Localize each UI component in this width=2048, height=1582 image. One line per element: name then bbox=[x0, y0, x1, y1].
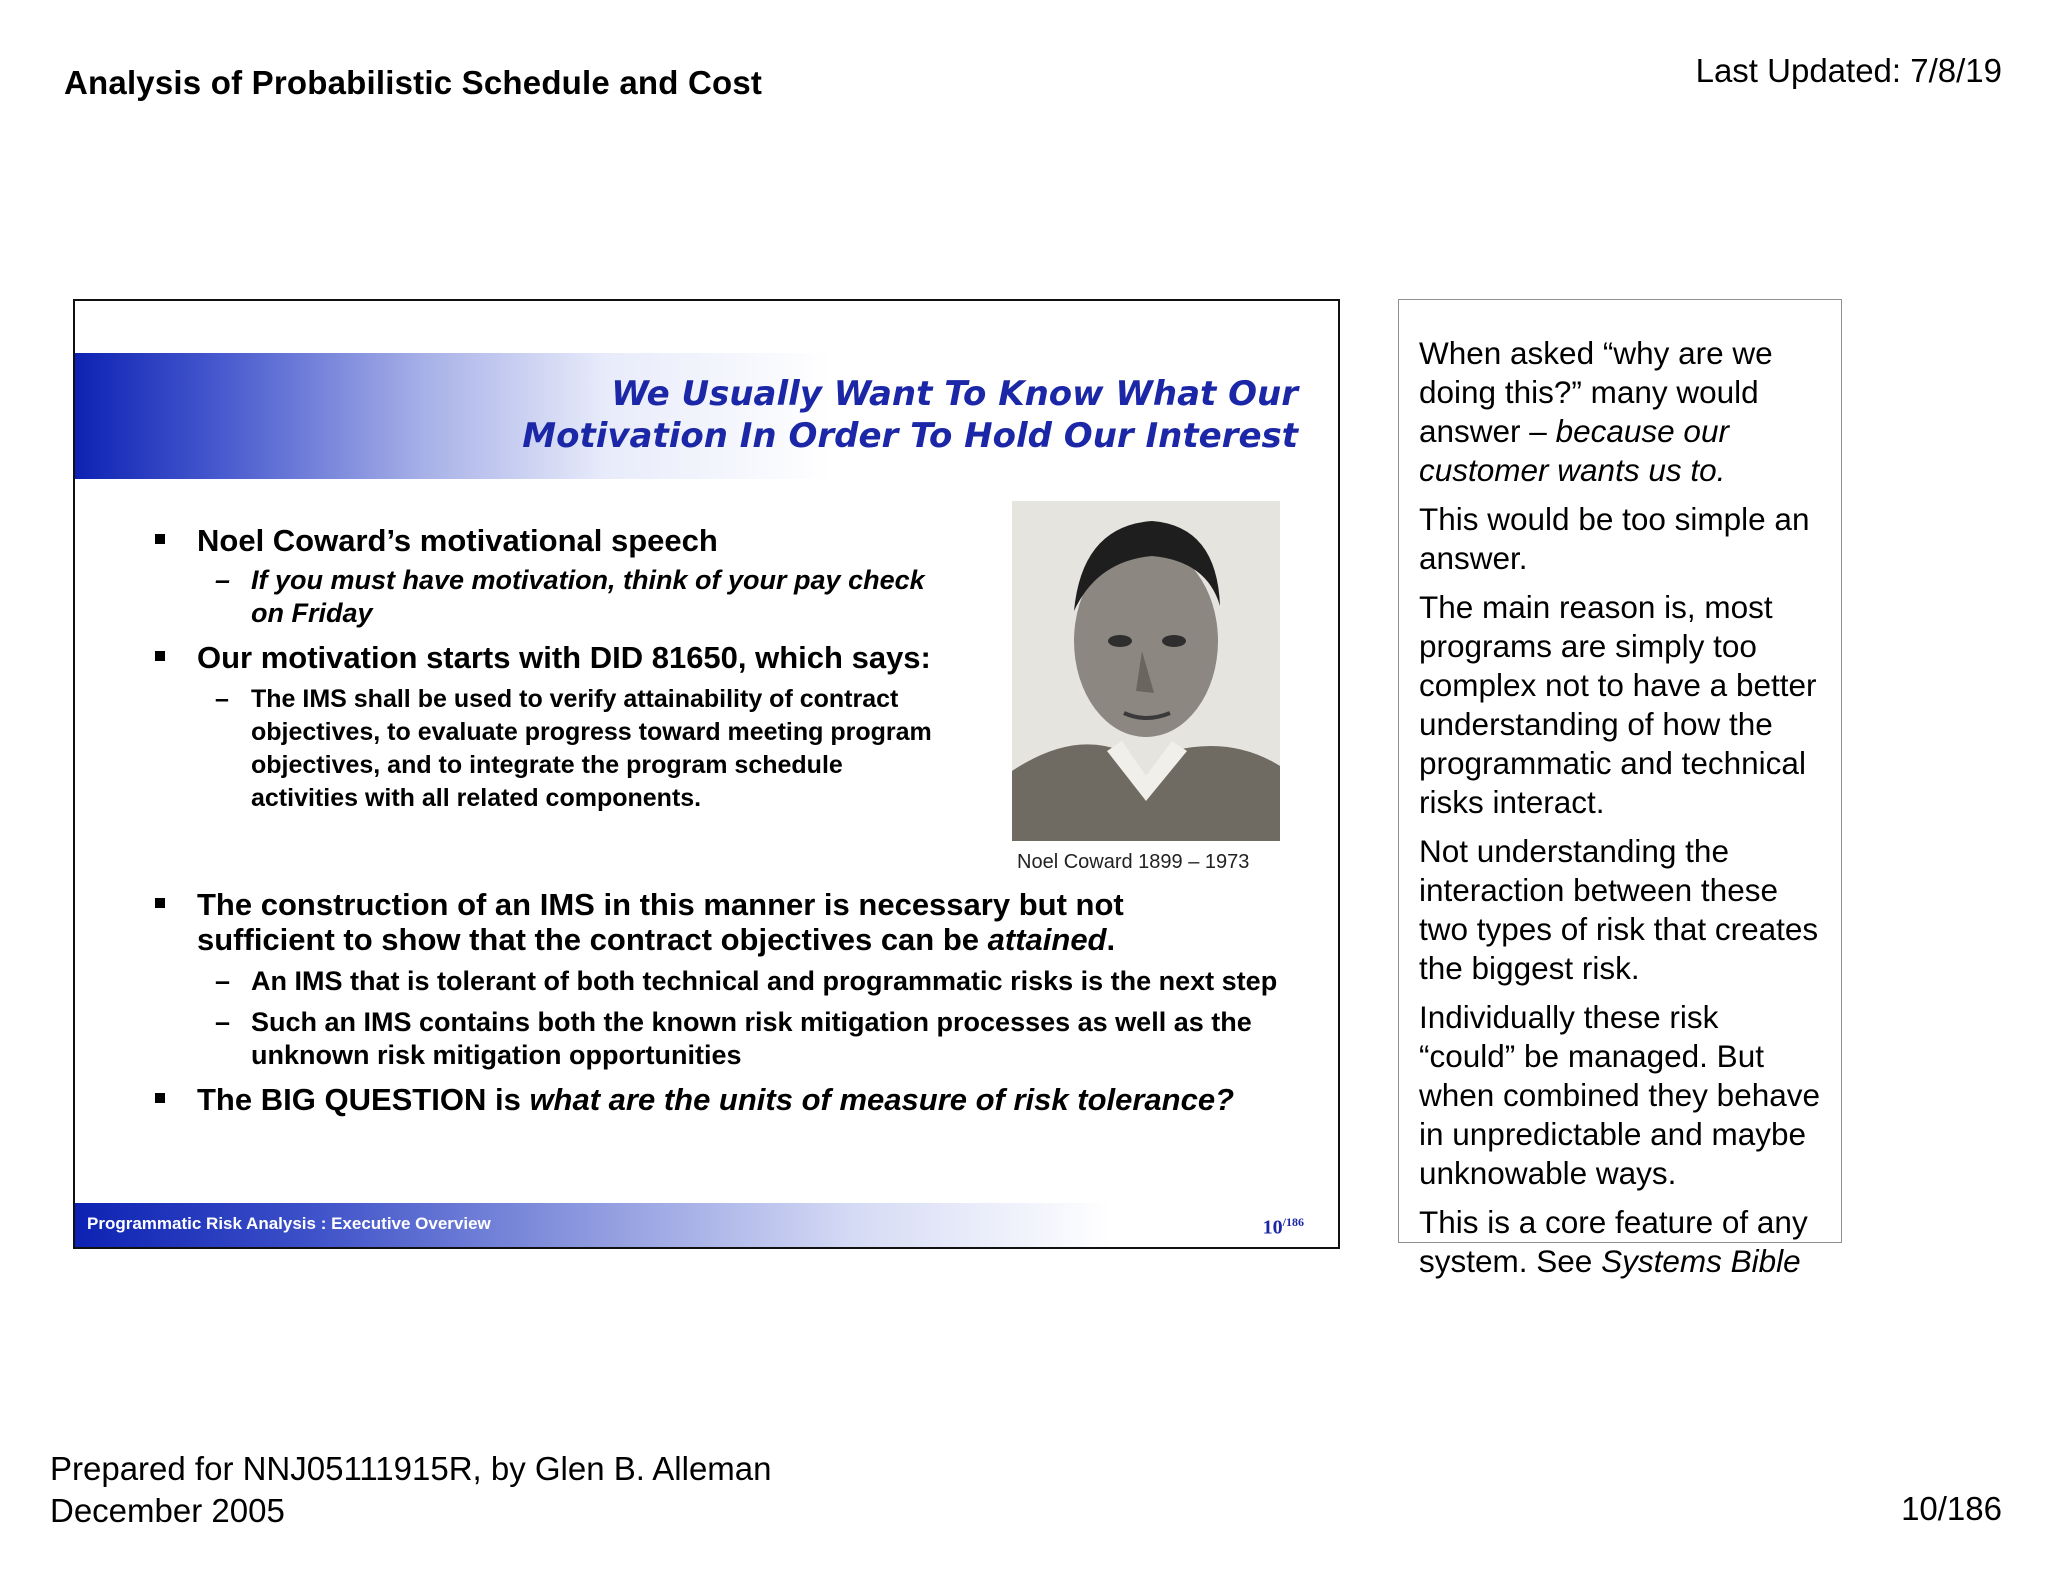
bullet-square-icon bbox=[155, 651, 165, 661]
notes-paragraph: The main reason is, most programs are simply too complex not to have a better understanding of how the programmatic and technical risks interact. bbox=[1419, 589, 1817, 820]
slide-title-line-2: Motivation In Order To Hold Our Interest bbox=[522, 416, 1298, 456]
bullet-text: Our motivation starts with DID 81650, which says: bbox=[197, 640, 931, 675]
sub-bullet-item bbox=[149, 564, 951, 630]
notes-panel bbox=[1398, 299, 1842, 1279]
bullet-square-icon bbox=[155, 534, 165, 544]
portrait-silhouette-icon bbox=[1012, 501, 1280, 841]
notes-paragraph: This would be too simple an answer. bbox=[1419, 501, 1810, 576]
portrait-photo bbox=[1012, 501, 1280, 841]
prepared-line-1: Prepared for NNJ05111915R, by Glen B. Alleman bbox=[50, 1450, 772, 1487]
slide-footer-text: Programmatic Risk Analysis : Executive Overview bbox=[87, 1214, 491, 1233]
last-updated-date: Last Updated: 7/8/19 bbox=[1695, 52, 2002, 89]
dash-icon: – bbox=[215, 1007, 231, 1037]
sub-bullet-item bbox=[149, 683, 951, 815]
dash-icon: – bbox=[215, 565, 231, 595]
bullet-text: Noel Coward’s motivational speech bbox=[197, 523, 718, 558]
slide-footer-bar bbox=[75, 1203, 1338, 1247]
bullet-item bbox=[149, 523, 957, 558]
slide-image bbox=[73, 299, 1340, 1249]
dash-icon: – bbox=[215, 966, 231, 996]
bullet-square-icon bbox=[155, 898, 165, 908]
bullet-item bbox=[149, 640, 997, 675]
sub-bullet-text: Such an IMS contains both the known risk mitigation processes as well as the unknown risk mitigation opportunities bbox=[251, 1007, 1252, 1070]
slide-title-line-1: We Usually Want To Know What Our bbox=[611, 374, 1298, 414]
bullet-item bbox=[149, 887, 1257, 957]
slide-title bbox=[398, 373, 1298, 457]
bullet-item bbox=[149, 1082, 1277, 1117]
prepared-for-footer bbox=[50, 1448, 772, 1532]
prepared-line-2: December 2005 bbox=[50, 1492, 285, 1529]
notes-paragraph: Not understanding the interaction between these two types of risk that creates the biggest risk. bbox=[1419, 833, 1819, 986]
slide-page-number: $10^{/186}$ bbox=[1262, 1215, 1304, 1239]
bullet-text: The construction of an IMS in this manner is necessary but not sufficient to show that the contract objectives can be attained. bbox=[197, 887, 1124, 957]
photo-caption: Noel Coward 1899 – 1973 bbox=[1017, 851, 1250, 873]
notes-paragraph: When asked “why are we doing this?” many would answer – because our customer wants us to. bbox=[1419, 335, 1773, 488]
notes-paragraph: This is a core feature of any system. See Systems Bible bbox=[1419, 1204, 1808, 1279]
sub-bullet-item bbox=[149, 965, 1311, 998]
notes-paragraph: Individually these risk “could” be managed. But when combined they behave in unpredictable and maybe unknowable ways. bbox=[1419, 999, 1821, 1191]
sub-bullet-text: The IMS shall be used to verify attainability of contract objectives, to evaluate progress toward meeting program objectives, and to integrate the program schedule activities with all related components. bbox=[251, 685, 932, 812]
bullet-square-icon bbox=[155, 1093, 165, 1103]
dash-icon: – bbox=[215, 685, 229, 713]
page-number: 10/186 bbox=[1901, 1490, 2002, 1527]
document-title: Analysis of Probabilistic Schedule and Cost bbox=[64, 64, 763, 101]
sub-bullet-text: If you must have motivation, think of your pay check on Friday bbox=[251, 565, 925, 628]
sub-bullet-text: An IMS that is tolerant of both technical and programmatic risks is the next step bbox=[251, 966, 1278, 996]
bullet-text: The BIG QUESTION is what are the units of measure of risk tolerance? bbox=[197, 1082, 1235, 1117]
sub-bullet-item bbox=[149, 1006, 1311, 1072]
